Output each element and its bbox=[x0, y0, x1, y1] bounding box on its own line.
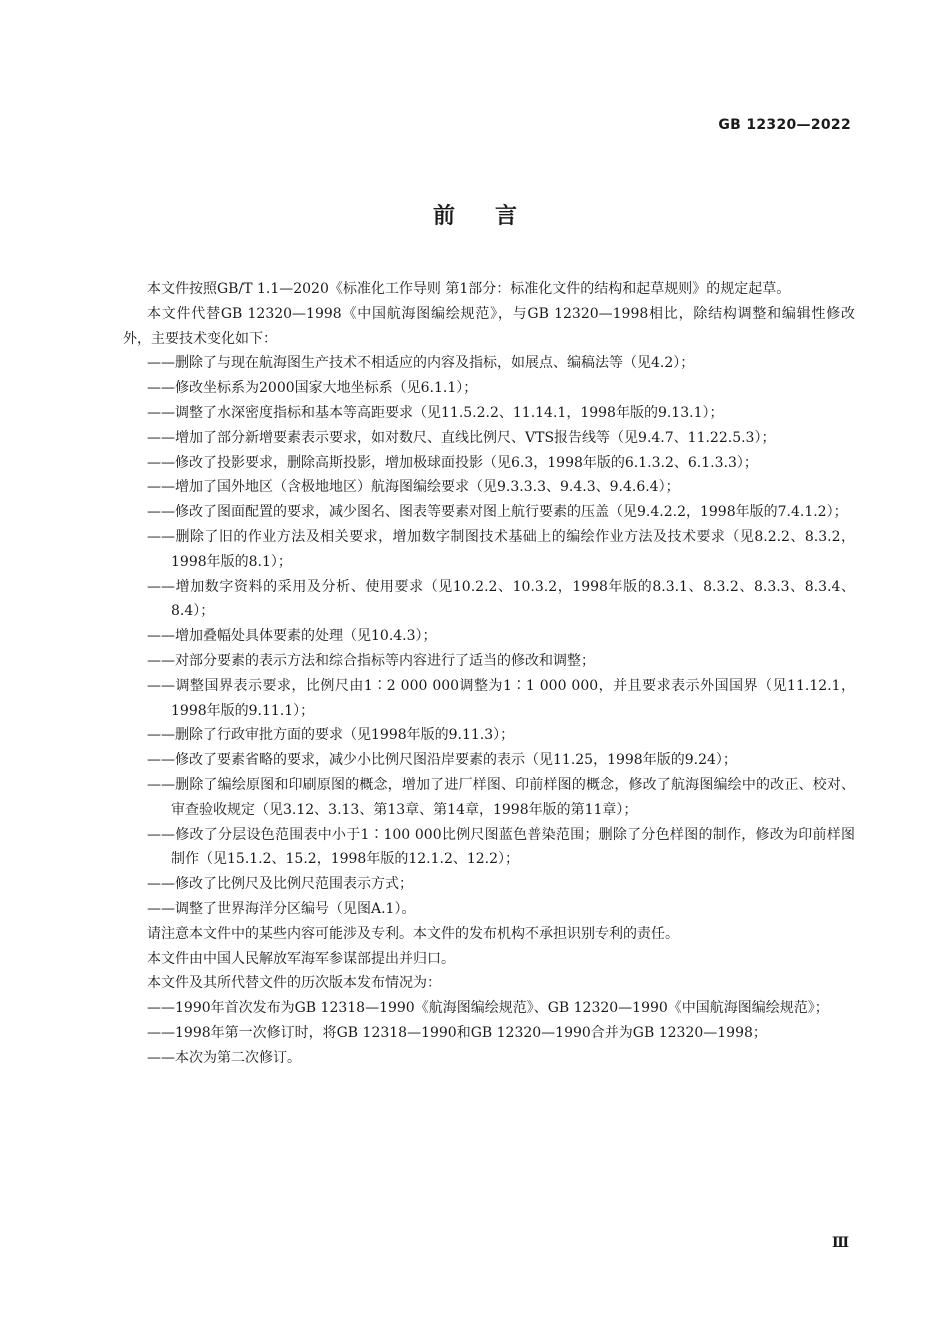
change-item: ——修改了比例尺及比例尺范围表示方式； bbox=[147, 876, 413, 893]
patent-notice: 请注意本文件中的某些内容可能涉及专利。本文件的发布机构不承担识别专利的责任。 bbox=[147, 925, 679, 942]
drafting-basis-paragraph: 本文件按照GB/T 1.1—2020《标准化工作导则 第1部分：标准化文件的结构和起草规则》的规定起草。 bbox=[147, 281, 791, 297]
history-item: ——本次为第二次修订。 bbox=[147, 1049, 301, 1066]
history-item: ——1998年第一次修订时，将GB 12318—1990和GB 12320—1990合并为GB 12320—1998； bbox=[147, 1024, 767, 1041]
foreword-body bbox=[123, 277, 855, 1071]
change-item: ——调整了世界海洋分区编号（见图A.1）。 bbox=[147, 900, 416, 917]
page-number: Ⅲ bbox=[831, 1235, 849, 1251]
change-item: ——删除了旧的作业方法及相关要求，增加数字制图技术基础上的编绘作业方法及技术要求（见8.2.2、8.3.2，1998年版的8.1）； bbox=[147, 528, 855, 570]
change-item: ——删除了编绘原图和印刷原图的概念，增加了进厂样图、印前样图的概念，修改了航海图编绘中的改正、校对、审查验收规定（见3.12、3.13、第13章、第14章，1998年版的第11章）； bbox=[147, 776, 855, 818]
change-item: ——增加叠幅处具体要素的处理（见10.4.3）； bbox=[147, 628, 437, 645]
change-item: ——调整国界表示要求，比例尺由1∶2 000 000调整为1∶1 000 000，并且要求表示外国国界（见11.12.1，1998年版的9.11.1）； bbox=[147, 677, 855, 719]
change-item: ——增加了国外地区（含极地地区）航海图编绘要求（见9.3.3.3、9.4.3、9.4.6.4）； bbox=[147, 479, 680, 496]
change-item: ——删除了行政审批方面的要求（见1998年版的9.11.3）； bbox=[147, 727, 515, 744]
change-item: ——调整了水深密度指标和基本等高距要求（见11.5.2.2、11.14.1，1998年版的9.13.1）； bbox=[147, 404, 724, 421]
replacement-paragraph: 本文件代替GB 12320—1998《中国航海图编绘规范》，与GB 12320—1998相比，除结构调整和编辑性修改外，主要技术变化如下： bbox=[123, 305, 855, 347]
change-item: ——对部分要素的表示方法和综合指标等内容进行了适当的修改和调整； bbox=[147, 652, 595, 669]
change-item: ——增加了部分新增要素表示要求，如对数尺、直线比例尺、VTS报告线等（见9.4.7、11.22.5.3）； bbox=[147, 429, 776, 446]
change-item: ——删除了与现在航海图生产技术不相适应的内容及指标，如展点、编稿法等（见4.2）； bbox=[147, 355, 695, 372]
history-intro: 本文件及其所代替文件的历次版本发布情况为： bbox=[147, 975, 441, 992]
proposer-statement: 本文件由中国人民解放军海军参谋部提出并归口。 bbox=[147, 950, 455, 967]
change-item: ——修改坐标系为2000国家大地坐标系（见6.1.1）； bbox=[147, 380, 478, 397]
change-item: ——修改了投影要求，删除高斯投影，增加极球面投影（见6.3，1998年版的6.1.3.2、6.1.3.3）； bbox=[147, 454, 758, 471]
page-title: 前言 bbox=[432, 204, 557, 229]
change-item: ——修改了图面配置的要求，减少图名、图表等要素对图上航行要素的压盖（见9.4.2.2，1998年版的7.4.1.2）； bbox=[147, 504, 848, 521]
history-item: ——1990年首次发布为GB 12318—1990《航海图编绘规范》、GB 12320—1990《中国航海图编绘规范》； bbox=[147, 1000, 829, 1017]
change-item: ——修改了分层设色范围表中小于1∶100 000比例尺图蓝色普染范围；删除了分色样图的制作，修改为印前样图制作（见15.1.2、15.2，1998年版的12.1.2、12.2）； bbox=[147, 826, 855, 868]
standard-code: GB 12320—2022 bbox=[718, 117, 851, 133]
change-item: ——增加数字资料的采用及分析、使用要求（见10.2.2、10.3.2，1998年版的8.3.1、8.3.2、8.3.3、8.3.4、8.4）； bbox=[147, 578, 855, 620]
change-item: ——修改了要素省略的要求，减少小比例尺图沿岸要素的表示（见11.25，1998年版的9.24）； bbox=[147, 752, 737, 769]
